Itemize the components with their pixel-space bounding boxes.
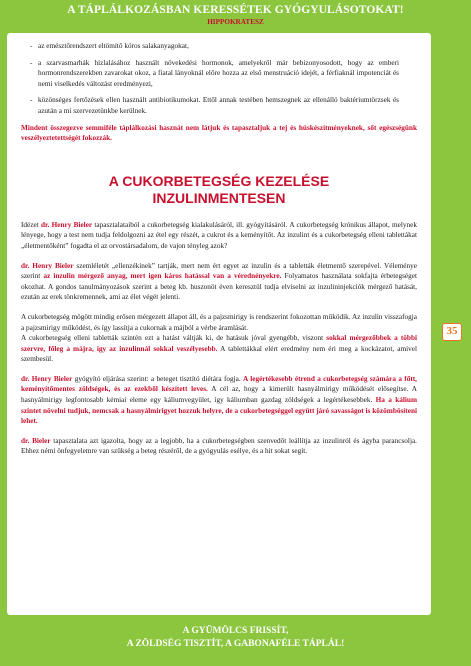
page-number-badge: 35 bbox=[442, 323, 462, 341]
section-title-line: INZULINMENTESEN bbox=[152, 189, 286, 206]
page-footer bbox=[0, 625, 471, 651]
list-item: - közönséges fertőzések ellen használt antibiotikumokat. Ettől annak testében hemszegnek az ellenálló baktériumtörzsek és azután a mi szervezetünkbe kerülnek. bbox=[21, 95, 417, 116]
text-run: A cukorbetegség mögött mindig erősen mérgezett állapot áll, és a pajzsmirigy is rendszerint fokozottan működik. Az inzulin visszafogja a pajzsmirigy működést, és így lassítja a cukornak a májból a vérbe áramlását. bbox=[21, 312, 417, 332]
paragraph-thyroid bbox=[21, 312, 417, 333]
footer-line: A ZÖLDSÉG TISZTÍT, A GABONAFÉLE TÁPLÁL! bbox=[126, 639, 345, 649]
section-title bbox=[21, 173, 417, 207]
highlight-text: Ha a kálium szintet növelni tudjuk, nemcsak a hasnyálmirigyet hozzuk helyre, de a cukorbetegséggel együtt járó savasságot is közömbösíteni lehet. bbox=[21, 396, 417, 426]
paragraph-conclusion bbox=[21, 436, 417, 457]
header-author: HIPPOKRATESZ bbox=[207, 18, 264, 26]
text-run: Folyamatos használata sokfajta érbetegséget okozhat. A gondos tanulmányozások szerint a beteg kb. huszonöt éven keresztül tudja elviselni az inzulininjekciók mérgező hatását, ezután az erek tönkremennek, ami az élet végét jelenti. bbox=[21, 272, 418, 302]
author-name: dr. Bieler bbox=[21, 436, 51, 445]
text-run: gyógyító eljárása szerint: a beteget tisztító diétára fogja. bbox=[72, 374, 244, 383]
author-name: dr. Henry Bieler bbox=[40, 220, 93, 229]
text-run: tapasztalata azt igazolta, hogy az a legjobb, ha a cukorbetegségben szenvedőt leállítja az inzulinról és ágyba parancsolja. Ehhez némi önfegyelemre van szükség a beteg részéről, de a gyógyulás esélye, és a hit sokat segít. bbox=[21, 436, 417, 456]
list-item: - az emésztőrendszert eltömítő kóros salakanyagokat, bbox=[21, 41, 417, 52]
paragraph-tablets bbox=[21, 333, 417, 365]
summary-paragraph: Mindent összegezve semmiféle táplálkozási hasznát nem látjuk és tapasztaljuk a tej és húskészítményeknek, sőt egészségünk veszélyeztetettségét fokozzák. bbox=[21, 123, 417, 143]
paragraph-insulin bbox=[21, 261, 417, 303]
text-run: A cukorbetegség elleni tabletták szintén ezt a hatást váltják ki, de hatásuk jóval gyengébb, viszont bbox=[21, 334, 327, 343]
section-title-line: A CUKORBETEGSÉG KEZELÉSE bbox=[108, 172, 330, 189]
text-run: szemléletét „ellenzékinek” tartják, mert nem ért egyet az inzulin és a tabletták életmentő szerepével. Véleménye szerint bbox=[21, 261, 417, 281]
text-run: A cél az, hogy a kimerült hasnyálmirigy működését elősegítse. A hasnyálmirigy legfontosabb kémiai eleme egy káliumvegyület, így káliumban gazdag zöldségek a legértékesebbek. bbox=[21, 385, 418, 405]
paragraph-intro bbox=[21, 220, 417, 252]
highlight-text: sokkal mérgezőbbek a többi szervre, főleg a májra, így az inzulinnál sokkal veszélyesebb. bbox=[21, 334, 417, 353]
content-panel bbox=[7, 33, 431, 615]
author-name: dr. Henry Bieler bbox=[21, 374, 73, 383]
page-header bbox=[0, 4, 471, 27]
text-run: tapasztalataiból a cukorbetegség kialakulásáról, ill. gyógyításáról. A cukorbetegség krónikus állapot, melynek lényege, hogy a test nem tudja feldolgozni az étel egy részét, a cukrot és a keményítőt. Az inzulint és a cukorbetegség elleni tablettákat „életmentőként” fogadta el az orvostársadalom, de vajon tényleg azok? bbox=[21, 220, 417, 250]
list-item: - a szarvasmarhák hízlalásához használt növekedési hormonok, amelyekről már bebizonyosodott, hogy az emberi hormonrendszerekben zavarokat okoz, a fiatal lányoknál előre hozza az első menstruáció idejét, a férfiaknál impotenciát és nemi viselkedés változást eredményezi, bbox=[21, 58, 417, 90]
author-name: dr. Henry Bieler bbox=[21, 261, 74, 270]
bullet-list bbox=[21, 41, 417, 117]
header-motto: A TÁPLÁLKOZÁSBAN KERESSÉTEK GYÓGYULÁSOTOKAT! bbox=[67, 4, 404, 16]
highlight-text: A legértékesebb étrend a cukorbetegség számára a főtt, keményítőmentes zöldségek, és az ezekből készített leves. bbox=[21, 374, 417, 394]
text-run: Idézet bbox=[21, 220, 41, 229]
footer-line: A GYÜMÖLCS FRISSÍT, bbox=[182, 626, 289, 636]
paragraph-diet bbox=[21, 374, 417, 427]
text-run: A tablettákkal elért eredmény nem éri meg a kockázatot, amivel szembesül. bbox=[21, 344, 417, 364]
highlight-text: az inzulin mérgező anyag, mert igen káros hatással van a vérednényekre. bbox=[43, 272, 282, 281]
